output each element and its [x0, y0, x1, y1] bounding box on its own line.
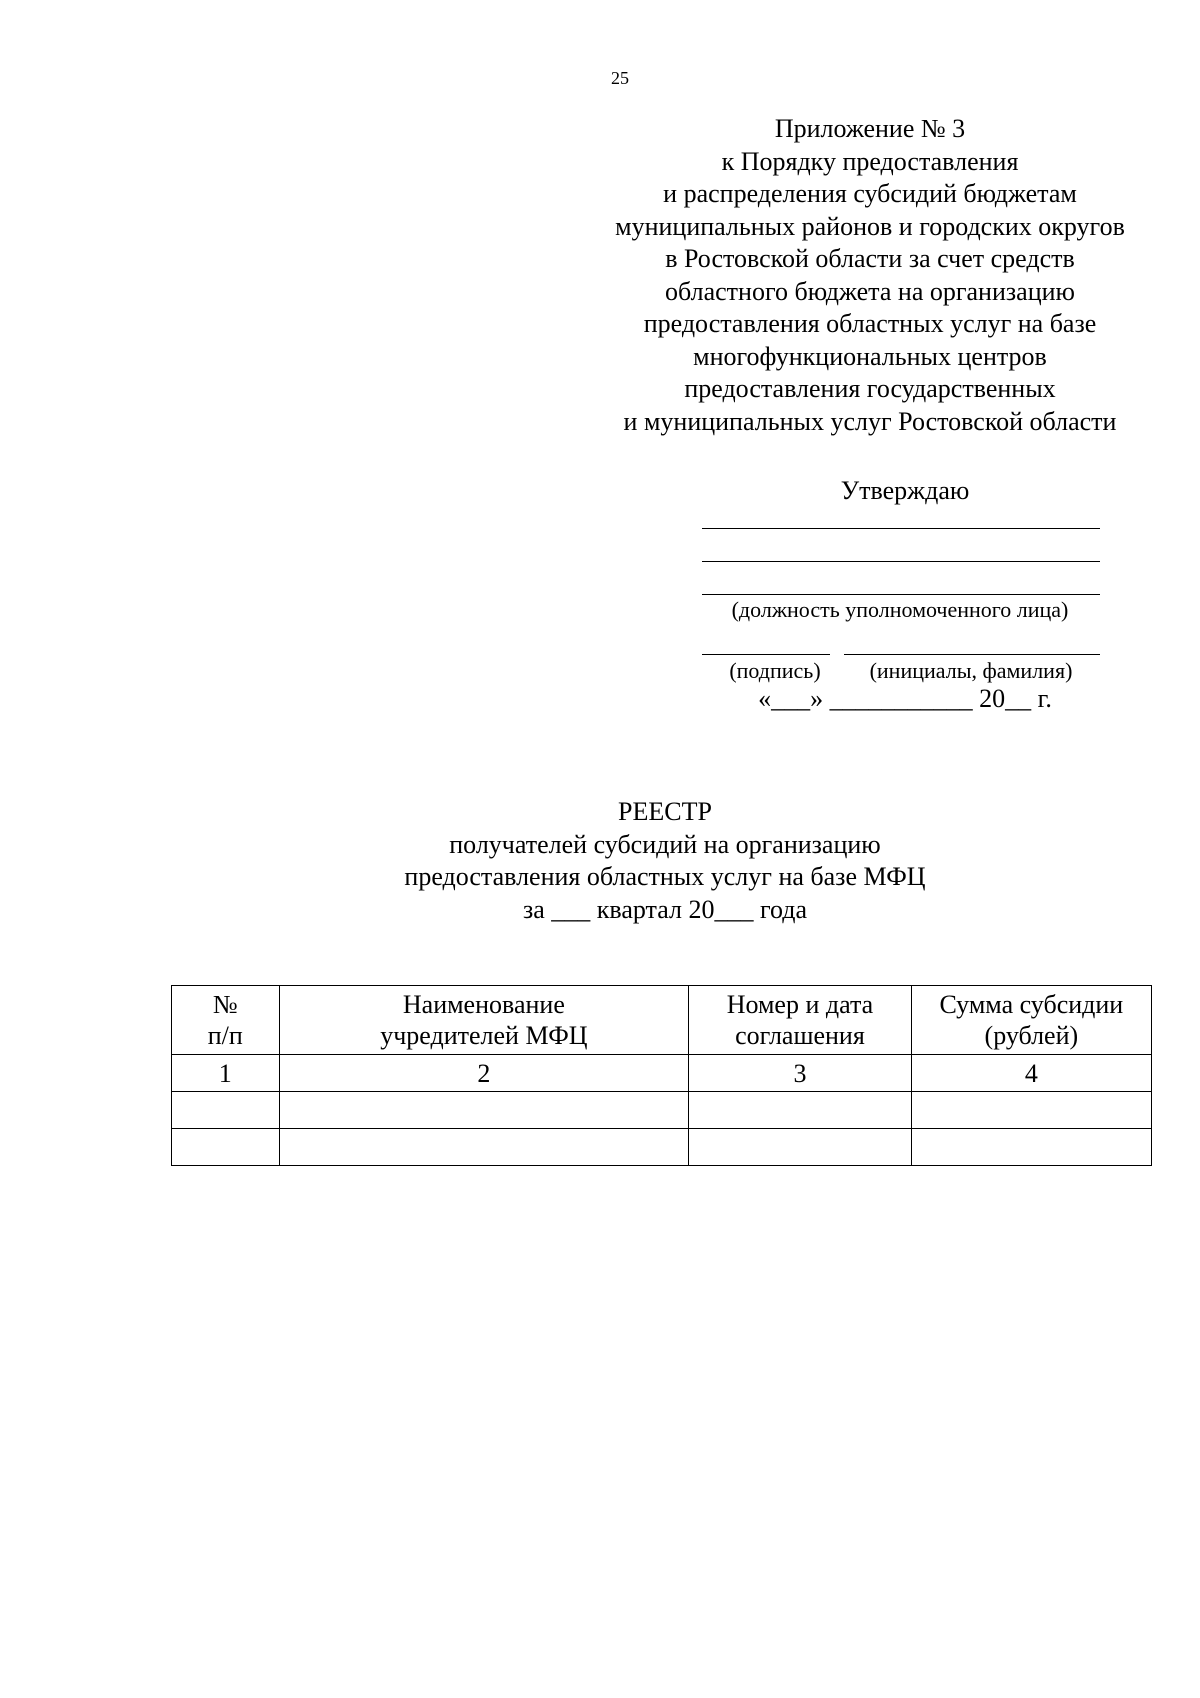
- registry-title: РЕЕСТР: [618, 797, 712, 826]
- empty-cell: [689, 1092, 912, 1129]
- appendix-line: в Ростовской области за счет средств: [665, 244, 1075, 273]
- signature-lines: [702, 654, 1100, 655]
- registry-heading: [305, 796, 1025, 926]
- signature-captions: [700, 658, 1100, 684]
- column-number-cell: 3: [689, 1055, 912, 1092]
- position-blank-line: [702, 561, 1100, 562]
- registry-table: [171, 985, 1152, 1166]
- header-text: Наименование: [402, 990, 565, 1019]
- header-text: п/п: [207, 1021, 243, 1050]
- signature-blank-line: [702, 654, 830, 655]
- header-text: Сумма субсидии: [939, 990, 1124, 1019]
- position-caption: (должность уполномоченного лица): [731, 597, 1069, 622]
- table-row: [172, 1129, 1152, 1166]
- column-number-row: [172, 1055, 1152, 1092]
- header-text: соглашения: [735, 1021, 865, 1050]
- approval-block: [700, 476, 1100, 714]
- appendix-line: областного бюджета на организацию: [665, 276, 1075, 306]
- empty-cell: [172, 1092, 280, 1129]
- column-number-cell: 1: [172, 1055, 280, 1092]
- registry-subtitle-line: за ___ квартал 20___ года: [522, 894, 808, 924]
- empty-cell: [911, 1092, 1151, 1129]
- header-cell-number: [172, 986, 280, 1055]
- appendix-line: к Порядку предоставления: [721, 146, 1019, 176]
- header-text: (рублей): [984, 1021, 1079, 1050]
- empty-cell: [279, 1092, 689, 1129]
- appendix-line: предоставления государственных: [684, 374, 1056, 403]
- header-cell-founders: [279, 986, 689, 1055]
- page-number: 25: [611, 68, 629, 88]
- approval-date-line: «___» ___________ 20__ г.: [758, 684, 1052, 713]
- signature-caption: (подпись): [729, 658, 821, 683]
- column-number-cell: 2: [279, 1055, 689, 1092]
- header-cell-agreement: [689, 986, 912, 1055]
- position-blank-line: [702, 594, 1100, 595]
- header-text: №: [212, 990, 238, 1019]
- header-cell-amount: [911, 986, 1151, 1055]
- table-header-row: [172, 986, 1152, 1055]
- appendix-line: и распределения субсидий бюджетам: [663, 179, 1077, 208]
- column-number-cell: 4: [911, 1055, 1151, 1092]
- name-blank-line: [844, 654, 1100, 655]
- appendix-line: муниципальных районов и городских округов: [615, 211, 1125, 241]
- appendix-line: предоставления областных услуг на базе: [643, 309, 1097, 338]
- table-row: [172, 1092, 1152, 1129]
- appendix-header: [580, 113, 1160, 438]
- appendix-line: многофункциональных центров: [693, 341, 1047, 371]
- appendix-line: и муниципальных услуг Ростовской области: [623, 406, 1117, 436]
- registry-subtitle-line: получателей субсидий на организацию: [449, 829, 881, 859]
- header-text: Номер и дата: [726, 990, 874, 1019]
- empty-cell: [172, 1129, 280, 1166]
- empty-cell: [689, 1129, 912, 1166]
- empty-cell: [279, 1129, 689, 1166]
- name-caption: (инициалы, фамилия): [869, 658, 1073, 683]
- position-blank-line: [702, 528, 1100, 529]
- approval-title: Утверждаю: [840, 476, 970, 505]
- appendix-line: Приложение № 3: [774, 114, 966, 143]
- registry-subtitle-line: предоставления областных услуг на базе МФЦ: [404, 862, 926, 891]
- empty-cell: [911, 1129, 1151, 1166]
- header-text: учредителей МФЦ: [380, 1021, 588, 1050]
